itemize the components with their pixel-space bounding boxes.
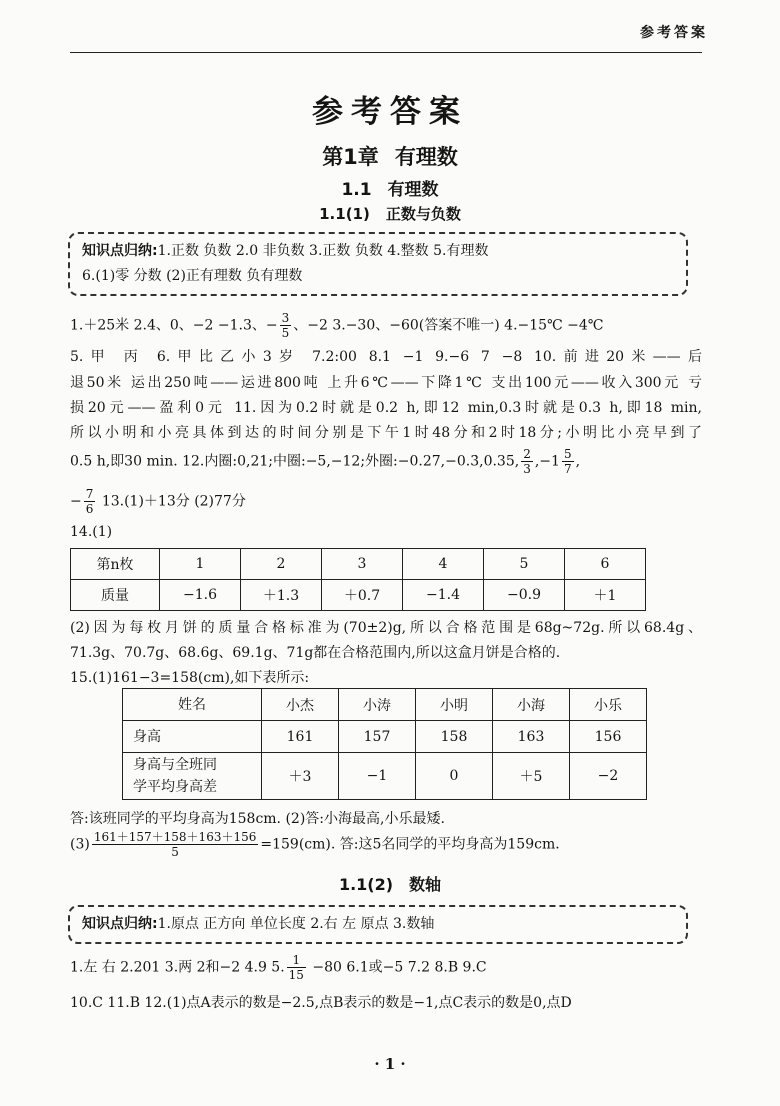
section-name: 有理数 — [387, 180, 439, 200]
table-cell: 158 — [416, 721, 493, 753]
table-cell: 156 — [570, 721, 647, 753]
knowledge-line-1 — [82, 239, 674, 264]
section-heading — [0, 175, 780, 200]
answer-line-4: 损20元——盈利0元 11.因为0.2时就是0.2 h,即12 min,0.3时就是0.3 h,即18 min, — [70, 400, 702, 416]
table-cell: 小明 — [416, 689, 493, 721]
fraction — [84, 487, 96, 516]
subsection-heading-2 — [0, 872, 780, 895]
table-cell: ＋3 — [262, 753, 339, 800]
answer-line-14: 10.C 11.B 12.(1)点A表示的数是−2.5,点B表示的数是−1,点C表示的数是0,点D — [70, 995, 572, 1011]
minus-sign: − — [70, 493, 82, 510]
chapter-heading — [0, 141, 780, 171]
table-cell: 3 — [322, 549, 403, 580]
table-cell: −1 — [339, 753, 416, 800]
table-cell: ＋0.7 — [322, 580, 403, 611]
fraction-numerator: 7 — [85, 487, 94, 501]
fraction — [521, 447, 533, 476]
fraction — [280, 311, 292, 340]
page-title: 参考答案 — [312, 94, 468, 130]
table-cell: 163 — [493, 721, 570, 753]
table-header-cell: 身高 — [123, 721, 262, 753]
cell-text: 学平均身高差 — [133, 779, 217, 795]
fraction-denominator: 5 — [171, 845, 179, 859]
answer-text: 1.左 右 2.201 3.两 2和−2 4.9 5. — [70, 959, 285, 976]
answer-line-2: 5.甲 丙 6.甲比乙小3岁 7.2:00 8.1 −1 9.−6 7 −8 10.前进20米——后 — [70, 349, 702, 365]
table-cell: 6 — [565, 549, 646, 580]
subsection-number: 1.1(1) — [319, 205, 370, 223]
table-cell: 161 — [262, 721, 339, 753]
answer-line-3: 退50米 运出250吨——运进800吨 上升6℃——下降1℃ 支出100元——收入300元 亏 — [70, 375, 702, 391]
table-header-cell — [123, 753, 262, 800]
table-cell: 2 — [241, 549, 322, 580]
answer-text: 0.5 h,即30 min. 12.内圈:0,21;中圈:−5,−12;外圈:−0.27,−0.3̇,0.35, — [70, 453, 520, 470]
table-cell: −1.4 — [403, 580, 484, 611]
fraction-numerator: 1 — [287, 953, 306, 968]
table-cell: 0 — [416, 753, 493, 800]
fraction — [92, 830, 259, 859]
table-row — [123, 721, 647, 753]
fraction-denominator: 5 — [281, 326, 290, 340]
answer-text: , — [575, 453, 581, 470]
fraction-numerator: 161＋157＋158＋163＋156 — [93, 830, 257, 844]
fraction-denominator: 7 — [563, 462, 572, 476]
fraction-numerator: 3 — [281, 311, 290, 325]
answer-line-1 — [70, 311, 603, 340]
table-cell: 1 — [160, 549, 241, 580]
section-number: 1.1 — [341, 180, 372, 200]
table-cell: −1.6 — [160, 580, 241, 611]
answer-line-7 — [70, 487, 246, 516]
answer-text: =159(cm). 答:这5名同学的平均身高为159cm. — [260, 836, 560, 853]
answer-text: (3) — [70, 836, 90, 853]
fraction-numerator: 5 — [563, 447, 572, 461]
answer-text: 1.＋25米 2.4、0、−2 −1.3、− — [70, 317, 278, 334]
table-header-cell: 姓名 — [123, 689, 262, 721]
chapter-number: 第1章 — [322, 145, 379, 169]
knowledge-items-1: 1.正数 负数 2.0 非负数 3.正数 负数 4.整数 5.有理数 — [157, 243, 489, 259]
answer-line-8: (2)因为每枚月饼的质量合格标准为(70±2)g,所以合格范围是68g~72g.所以68.4g、 — [70, 620, 702, 636]
table-cell: 157 — [339, 721, 416, 753]
answer-line-11: 答:该班同学的平均身高为158cm. (2)答:小海最高,小乐最矮. — [70, 811, 445, 827]
table-row — [71, 549, 646, 580]
table-cell: 5 — [484, 549, 565, 580]
table-cell: −0.9 — [484, 580, 565, 611]
answer-line-13 — [70, 953, 487, 982]
fraction — [287, 953, 306, 982]
answer-text: 13.(1)＋13分 (2)77分 — [101, 493, 246, 510]
header-rule — [70, 52, 702, 53]
knowledge-label: 知识点归纳: — [82, 916, 158, 932]
knowledge-box-2 — [68, 905, 688, 944]
knowledge-items: 1.原点 正方向 单位长度 2.右 左 原点 3.数轴 — [157, 916, 435, 932]
subsection-heading-1 — [0, 203, 780, 224]
subsection-number: 1.1(2) — [338, 875, 394, 894]
answer-line-10: 15.(1)161−3=158(cm),如下表所示: — [70, 670, 310, 686]
table-row — [123, 753, 647, 800]
answer-line-6 — [70, 447, 580, 476]
table-header-cell: 质量 — [71, 580, 160, 611]
table-cell: 小杰 — [262, 689, 339, 721]
table-cell: 小乐 — [570, 689, 647, 721]
fraction-denominator: 3 — [523, 462, 531, 476]
table-header-cell — [71, 549, 160, 580]
page-number: · 1 · — [374, 1055, 406, 1073]
table-cell: 小涛 — [339, 689, 416, 721]
subsection-name: 数轴 — [409, 875, 442, 894]
subsection-name: 正数与负数 — [385, 205, 461, 223]
table-row — [123, 689, 647, 721]
running-header: 参考答案 — [640, 25, 708, 41]
answer-line-9: 71.3g、70.7g、68.6g、69.1g、71g都在合格范围内,所以这盒月饼是合格的. — [70, 645, 561, 661]
table-cell: 小海 — [493, 689, 570, 721]
fraction-denominator: 15 — [288, 968, 304, 982]
answer-line-5: 所以小明和小亮具体到达的时间分别是下午1时48分和2时18分;小明比小亮早到了 — [70, 425, 702, 441]
fraction — [562, 447, 574, 476]
fraction-denominator: 6 — [85, 502, 94, 516]
answer-14-label: 14.(1) — [70, 524, 113, 540]
table-cell: ＋1.3 — [241, 580, 322, 611]
mooncake-mass-table — [70, 548, 646, 611]
knowledge-line-2: 6.(1)零 分数 (2)正有理数 负有理数 — [82, 268, 303, 284]
knowledge-box-1 — [68, 232, 688, 296]
table-cell: ＋5 — [493, 753, 570, 800]
table-cell: ＋1 — [565, 580, 646, 611]
cell-text: 第n枚 — [96, 557, 134, 573]
knowledge-label: 知识点归纳: — [82, 243, 158, 259]
answer-text: ,−1 — [534, 453, 560, 470]
chapter-name: 有理数 — [394, 145, 458, 169]
answer-text: −80 6.1或−5 7.2 8.B 9.C — [307, 959, 487, 976]
fraction-numerator: 2 — [523, 447, 531, 461]
table-cell: 4 — [403, 549, 484, 580]
answer-line-12 — [70, 830, 560, 859]
height-table — [122, 688, 647, 800]
table-row — [71, 580, 646, 611]
answer-text: 、−2 3.−30、−60(答案不唯一) 4.−15℃ −4℃ — [293, 317, 604, 334]
cell-text: 身高与全班同 — [133, 757, 217, 773]
table-cell: −2 — [570, 753, 647, 800]
